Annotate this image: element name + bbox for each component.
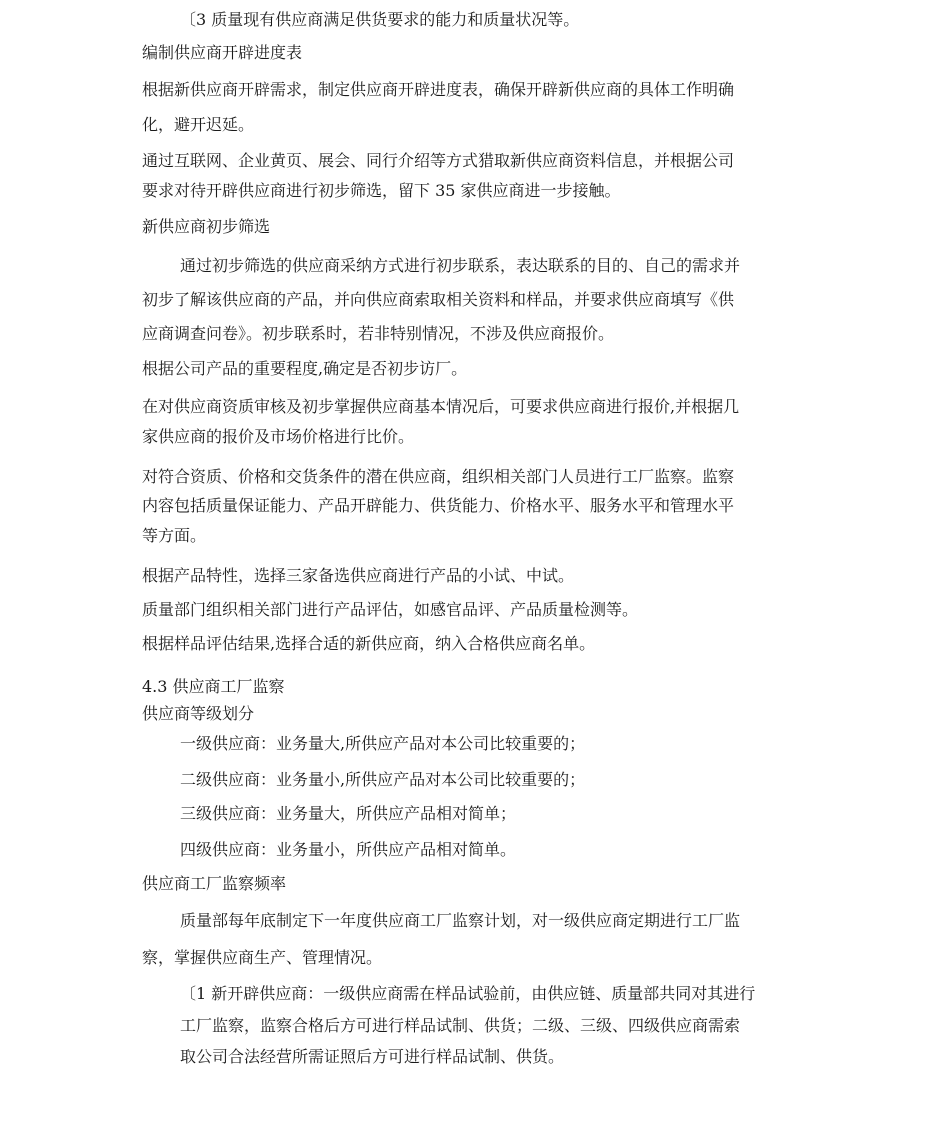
text-line: 取公司合法经营所需证照后方可进行样品试制、供货。 <box>180 1047 565 1066</box>
text-line: 根据产品特性，选择三家备选供应商进行产品的小试、中试。 <box>142 566 575 585</box>
text-line: 根据公司产品的重要程度,确定是否初步访厂。 <box>142 359 468 378</box>
list-item: 三级供应商：业务量大，所供应产品相对简单； <box>180 804 517 823</box>
text-line: 化，避开迟延。 <box>142 115 255 134</box>
section-heading: 供应商等级划分 <box>142 704 255 723</box>
text-line: 察，掌握供应商生产、管理情况。 <box>142 948 383 967</box>
section-heading: 供应商工厂监察频率 <box>142 874 287 893</box>
text-line: 工厂监察，监察合格后方可进行样品试制、供货；二级、三级、四级供应商需索 <box>180 1016 741 1035</box>
text-line: 通过初步筛选的供应商采纳方式进行初步联系，表达联系的目的、自己的需求并 <box>180 256 741 275</box>
text-line: 家供应商的报价及市场价格进行比价。 <box>142 427 415 446</box>
section-heading: 编制供应商开辟进度表 <box>142 43 303 62</box>
text-line: 应商调查问卷》。初步联系时，若非特别情况，不涉及供应商报价。 <box>142 324 615 343</box>
text-line: 〔1 新开辟供应商：一级供应商需在样品试验前，由供应链、质量部共同对其进行 <box>180 984 756 1003</box>
text-line: 内容包括质量保证能力、产品开辟能力、供货能力、价格水平、服务水平和管理水平 <box>142 496 735 515</box>
text-line: 等方面。 <box>142 526 207 545</box>
list-item: 二级供应商：业务量小,所供应产品对本公司比较重要的； <box>180 770 586 789</box>
section-heading: 新供应商初步筛选 <box>142 217 271 236</box>
text-line: 要求对待开辟供应商进行初步筛选，留下 35 家供应商进一步接触。 <box>142 181 621 200</box>
text-line: 对符合资质、价格和交货条件的潜在供应商，组织相关部门人员进行工厂监察。监察 <box>142 467 735 486</box>
text-line: 在对供应商资质审核及初步掌握供应商基本情况后，可要求供应商进行报价,并根据几 <box>142 397 740 416</box>
list-item: 四级供应商：业务量小，所供应产品相对简单。 <box>180 840 517 859</box>
text-line: 质量部每年底制定下一年度供应商工厂监察计划，对一级供应商定期进行工厂监 <box>180 911 741 930</box>
text-line: 初步了解该供应商的产品，并向供应商索取相关资料和样品，并要求供应商填写《供 <box>142 290 735 309</box>
section-heading: 4.3 供应商工厂监察 <box>142 677 285 696</box>
text-line: 根据新供应商开辟需求，制定供应商开辟进度表，确保开辟新供应商的具体工作明确 <box>142 80 735 99</box>
text-line: 〔3 质量现有供应商满足供货要求的能力和质量状况等。 <box>180 10 580 29</box>
list-item: 一级供应商：业务量大,所供应产品对本公司比较重要的； <box>180 734 586 753</box>
text-line: 通过互联网、企业黄页、展会、同行介绍等方式猎取新供应商资料信息，并根据公司 <box>142 151 735 170</box>
text-line: 质量部门组织相关部门进行产品评估，如感官品评、产品质量检测等。 <box>142 600 639 619</box>
text-line: 根据样品评估结果,选择合适的新供应商，纳入合格供应商名单。 <box>142 634 596 653</box>
